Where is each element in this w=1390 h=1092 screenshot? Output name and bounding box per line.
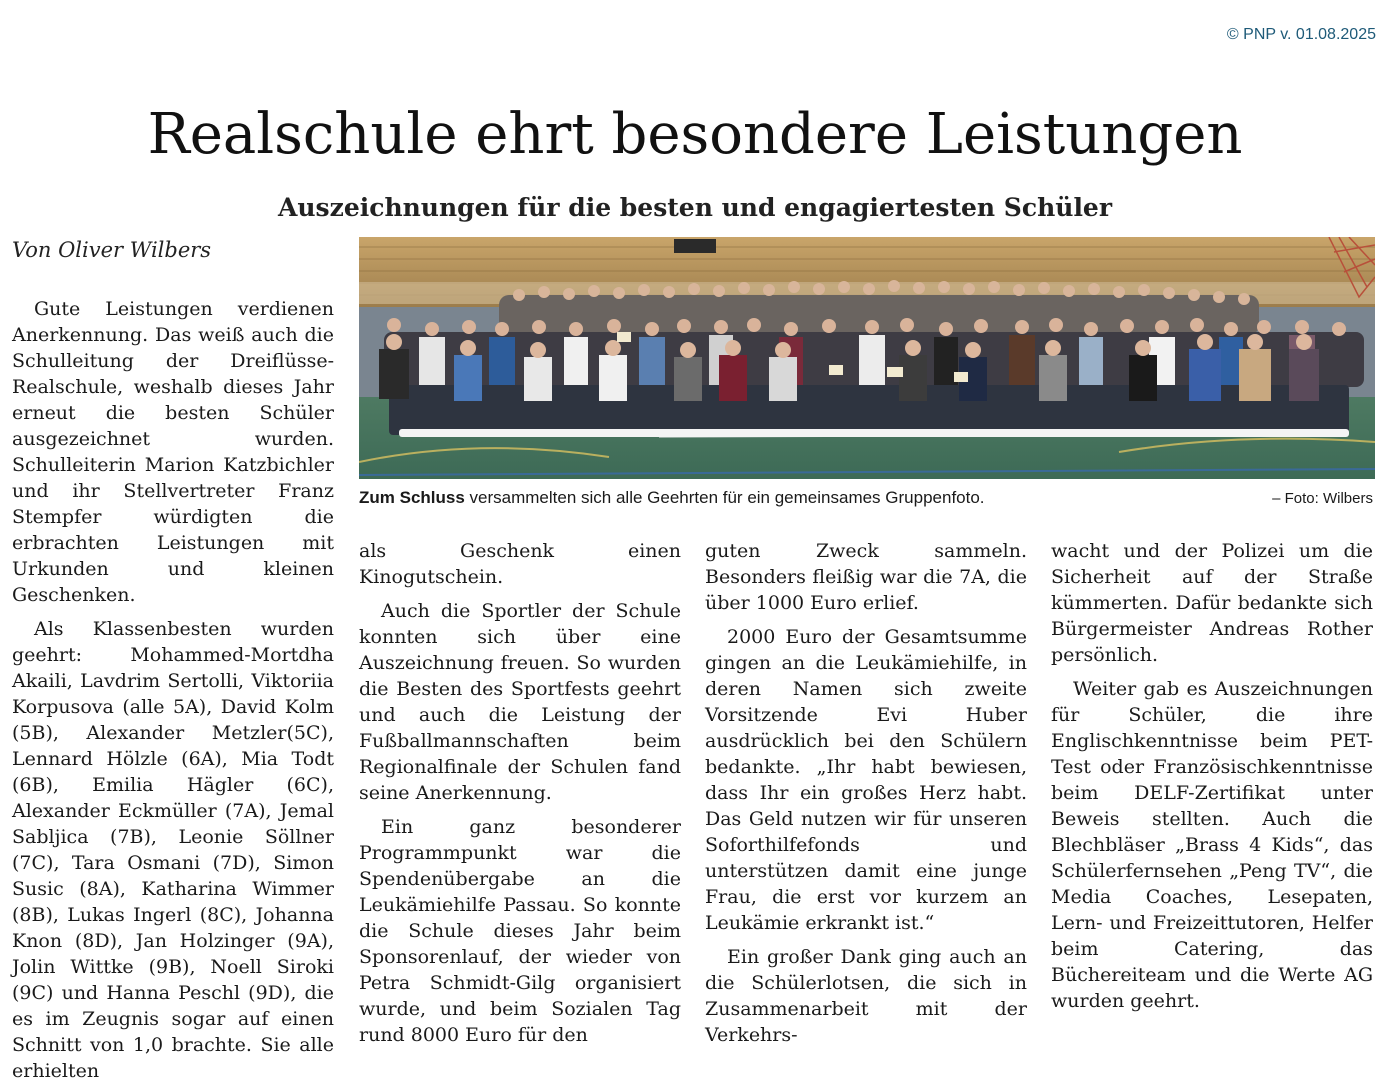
article-column-3: [705, 538, 1027, 1056]
paragraph: Weiter gab es Auszeichnungen für Schüler, die ihre Englischkenntnisse beim PET-Test oder Französischkenntnisse beim DELF-Zertifikat unter Beweis stellten. Auch die Blechbläser „Brass 4 Kids“, das Schülerfernsehen „Peng TV“, die Media Coaches, Lesepaten, Lern- und Freizeittutoren, Helfer beim Catering, das Büchereiteam und die Werte AG wurden geehrt.: [1051, 678, 1373, 1012]
paragraph: Auch die Sportler der Schule konnten sich über eine Auszeichnung freuen. So wurden die Besten des Sportfests geehrt und auch die Leistung der Fußballmannschaften beim Regionalfinale der Schulen fand seine Anerkennung.: [359, 600, 681, 804]
article-column-4: [1051, 538, 1373, 1022]
article-subheadline: Auszeichnungen für die besten und engagiertesten Schüler: [277, 193, 1113, 222]
paragraph: Ein großer Dank ging auch an die Schülerlotsen, die sich in Zusammenarbeit mit der Verkehrs-: [705, 946, 1027, 1046]
copyright-notice: © PNP v. 01.08.2025: [1226, 26, 1376, 43]
article-column-2: [359, 538, 681, 1056]
caption-lead: Zum Schluss: [359, 488, 465, 507]
paragraph: guten Zweck sammeln. Besonders fleißig war die 7A, die über 1000 Euro erlief.: [705, 540, 1027, 614]
group-photo-illustration: [359, 237, 1375, 479]
caption-text: versammelten sich alle Geehrten für ein gemeinsames Gruppenfoto.: [464, 488, 985, 507]
paragraph: 2000 Euro der Gesamtsumme gingen an die Leukämiehilfe, in deren Namen sich zweite Vorsitzende Evi Huber ausdrücklich bei den Schülern bedankte. „Ihr habt bewiesen, dass Ihr ein großes Herz habt. Das Geld nutzen wir für unseren Soforthilfefonds und unterstützen damit eine junge Frau, die erst vor kurzem an Leukämie erkrankt ist.“: [705, 626, 1027, 934]
paragraph: Ein ganz besonderer Programmpunkt war die Spendenübergabe an die Leukämiehilfe Passau. So konnte die Schule dieses Jahr beim Sponsorenlauf, der wieder von Petra Schmidt-Gilg organisiert wurde, und beim Sozialen Tag rund 8000 Euro für den: [359, 816, 681, 1046]
paragraph: wacht und der Polizei um die Sicherheit auf der Straße kümmerten. Dafür bedankte sich Bürgermeister Andreas Rother persönlich.: [1051, 540, 1373, 666]
author-byline: Von Oliver Wilbers: [12, 238, 212, 262]
paragraph: Gute Leistungen verdienen Anerkennung. Das weiß auch die Schulleitung der Dreiflüsse-Realschule, weshalb dieses Jahr erneut die besten Schüler ausgezeichnet wurden. Schulleiterin Marion Katzbichler und ihr Stellvertreter Franz Stempfer würdigten die erbrachten Leistungen mit Urkunden und kleinen Geschenken.: [12, 298, 334, 606]
photo-credit: – Foto: Wilbers: [1272, 490, 1373, 507]
paragraph: als Geschenk einen Kinogutschein.: [359, 540, 681, 588]
article-headline: Realschule ehrt besondere Leistungen: [147, 102, 1243, 167]
paragraph: Als Klassenbesten wurden geehrt: Mohammed-Mortdha Akaili, Lavdrim Sertolli, Viktoriia Korpusova (alle 5A), David Kolm (5B), Alexander Metzler(5C), Lennard Hölzle (6A), Mia Todt (6B), Emilia Hägler (6C), Alexander Eckmüller (7A), Jemal Sabljica (7B), Leonie Söllner (7C), Tara Osmani (7D), Simon Susic (8A), Katharina Wimmer (8B), Lukas Ingerl (8C), Johanna Knon (8D), Jan Holzinger (9A), Jolin Wittke (9B), Noell Siroki (9C) und Hanna Peschl (9D), die es im Zeugnis sogar auf einen Schnitt von 1,0 brachte. Sie alle erhielten: [12, 618, 334, 1082]
group-photo: [359, 237, 1375, 479]
photo-caption: [359, 488, 1375, 508]
article-column-1: [12, 296, 334, 1092]
